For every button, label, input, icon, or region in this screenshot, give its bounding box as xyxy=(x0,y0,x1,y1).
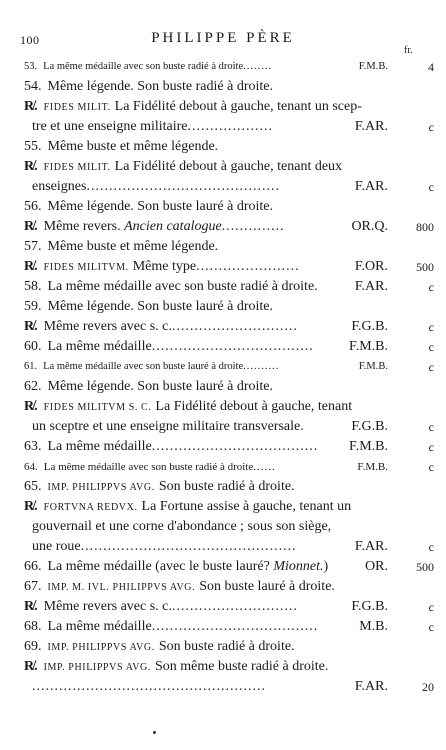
price: c xyxy=(428,120,434,134)
metal-module: F.M.B. xyxy=(349,439,388,454)
description-text: Même légende. Son buste lauré à droite. xyxy=(47,379,273,394)
entry-text xyxy=(24,617,318,637)
reverse-mark: R̸. xyxy=(24,99,38,114)
catalogue-entry xyxy=(0,257,446,277)
entry-line xyxy=(0,57,446,77)
coin-legend: IMP. PHILIPPVS AVG. xyxy=(47,642,155,653)
metal-module: F.M.B. xyxy=(358,61,388,72)
entry-line xyxy=(0,137,446,157)
entry-number: 58. xyxy=(24,279,42,294)
description-text: enseignes xyxy=(32,179,87,194)
entry-line xyxy=(0,417,446,437)
closing-text: ) xyxy=(323,559,329,574)
metal-module: F.AR. xyxy=(354,539,388,554)
entry-line xyxy=(0,157,446,177)
entry-number: 69. xyxy=(24,639,42,654)
reference-text: Mionnet. xyxy=(273,559,324,574)
catalogue-entry xyxy=(0,377,446,397)
entry-number: 56. xyxy=(24,199,42,214)
dot-leader: ..................................... xyxy=(151,439,319,454)
entry-number: 53. xyxy=(24,61,38,72)
description-text: tre et une enseigne militaire xyxy=(32,119,188,134)
catalogue-entry xyxy=(0,577,446,597)
entry-line xyxy=(0,277,446,297)
price: c xyxy=(428,420,434,434)
coin-legend: IMP. M. IVL. PHILIPPVS AVG. xyxy=(47,582,196,593)
description-text: La même médaille avec son buste radié à droite. xyxy=(47,279,318,294)
catalogue-entry xyxy=(0,657,446,697)
entry-number: 68. xyxy=(24,619,42,634)
catalogue-entry xyxy=(0,397,446,437)
catalogue-entry xyxy=(0,357,446,377)
entry-line xyxy=(0,197,446,217)
price: c xyxy=(428,600,434,614)
entry-text xyxy=(24,577,335,598)
entry-number: 64. xyxy=(24,461,38,473)
entry-text xyxy=(24,557,328,577)
description-text: La Fidélité debout à gauche, tenant xyxy=(155,399,353,414)
catalogue-entry xyxy=(0,337,446,357)
description-text: Même légende. Son buste lauré à droite. xyxy=(47,299,273,314)
price: c xyxy=(428,320,434,334)
price: 500 xyxy=(416,260,434,274)
entry-text xyxy=(24,317,298,337)
entry-line xyxy=(0,297,446,317)
entry-text xyxy=(24,157,342,178)
entry-number: 63. xyxy=(24,439,42,454)
description-text: Son buste radié à droite. xyxy=(158,479,295,494)
entry-number: 60. xyxy=(24,339,42,354)
catalogue-entry xyxy=(0,157,446,197)
catalogue-entries xyxy=(0,57,446,697)
entry-number: 54. xyxy=(24,79,42,94)
description-text: Même revers avec s. c. xyxy=(43,319,172,334)
metal-module: F.M.B. xyxy=(357,461,388,473)
entry-text xyxy=(32,417,304,437)
catalogue-entry xyxy=(0,597,446,617)
reverse-mark: R̸. xyxy=(24,159,38,174)
entry-line xyxy=(0,657,446,677)
coin-legend: FORTVNA REDVX. xyxy=(43,502,138,513)
metal-module: F.G.B. xyxy=(351,319,388,334)
metal-module: F.M.B. xyxy=(349,339,388,354)
description-text: La même médaille avec son buste radié à droite xyxy=(43,461,254,473)
dot-leader: ........................................... xyxy=(86,179,280,194)
entry-text xyxy=(24,217,285,237)
entry-number: 61. xyxy=(24,361,38,372)
metal-module: F.AR. xyxy=(354,119,388,134)
catalogue-entry xyxy=(0,457,446,477)
catalogue-entry xyxy=(0,557,446,577)
entry-line xyxy=(0,117,446,137)
entry-line xyxy=(0,257,446,277)
coin-legend: FIDES MILITVM S. C. xyxy=(43,402,152,413)
metal-module: F.AR. xyxy=(354,179,388,194)
entry-line xyxy=(0,377,446,397)
entry-line xyxy=(0,477,446,497)
description-text: gouvernail et une corne d'abondance ; sous son siège, xyxy=(32,519,332,534)
catalogue-entry xyxy=(0,317,446,337)
entry-text xyxy=(24,137,218,157)
entry-line xyxy=(0,397,446,417)
catalogue-entry xyxy=(0,497,446,557)
entry-text xyxy=(24,457,276,477)
catalogue-entry xyxy=(0,217,446,237)
entry-line xyxy=(0,597,446,617)
description-text: Son buste lauré à droite. xyxy=(199,579,335,594)
catalogue-entry xyxy=(0,477,446,497)
dot-leader: ................................................ xyxy=(80,539,297,554)
entry-text xyxy=(24,377,273,397)
entry-text xyxy=(24,77,273,97)
entry-line xyxy=(0,557,446,577)
entry-number: 59. xyxy=(24,299,42,314)
coin-legend: IMP. PHILIPPVS AVG. xyxy=(47,482,155,493)
entry-line xyxy=(0,437,446,457)
entry-text xyxy=(24,357,279,377)
entry-text xyxy=(24,337,314,357)
price: 4 xyxy=(428,60,434,74)
entry-line xyxy=(0,97,446,117)
entry-number: 57. xyxy=(24,239,42,254)
entry-line xyxy=(0,457,446,477)
entry-text xyxy=(24,97,362,118)
reverse-mark: R̸. xyxy=(24,319,38,334)
ink-speck xyxy=(153,731,156,734)
coin-legend: FIDES MILIT. xyxy=(43,162,111,173)
metal-module: F.AR. xyxy=(354,279,388,294)
catalogue-entry xyxy=(0,137,446,157)
entry-line xyxy=(0,497,446,517)
price: c xyxy=(428,280,434,294)
entry-text xyxy=(32,537,297,557)
entry-text xyxy=(24,57,272,77)
entry-line xyxy=(0,177,446,197)
catalogue-entry xyxy=(0,77,446,97)
entry-line xyxy=(0,237,446,257)
entry-text xyxy=(32,177,280,197)
description-text: Son même buste radié à droite. xyxy=(154,659,329,674)
entry-text xyxy=(24,477,295,498)
entry-text xyxy=(32,117,273,137)
entry-line xyxy=(0,537,446,557)
price: c xyxy=(428,440,434,454)
metal-module: F.AR. xyxy=(354,679,388,694)
dot-leader: ..................................... xyxy=(151,619,319,634)
dot-leader: ................... xyxy=(187,119,273,134)
description-text: La Fidélité debout à gauche, tenant un scep- xyxy=(114,99,362,114)
metal-module: F.OR. xyxy=(354,259,388,274)
catalogue-entry xyxy=(0,237,446,257)
entry-text xyxy=(32,677,266,697)
description-text: Même légende. Son buste lauré à droite. xyxy=(47,199,273,214)
dot-leader: ............................ xyxy=(171,319,298,334)
catalogue-entry xyxy=(0,57,446,77)
dot-leader: ........ xyxy=(243,61,273,72)
entry-text xyxy=(24,297,273,317)
metal-module: F.G.B. xyxy=(351,419,388,434)
entry-text xyxy=(24,277,318,297)
price: c xyxy=(428,540,434,554)
reverse-mark: R̸. xyxy=(24,399,38,414)
coin-legend: IMP. PHILIPPVS AVG. xyxy=(43,662,151,673)
reference-text: Ancien catalogue xyxy=(124,219,222,234)
description-text: Même buste et même légende. xyxy=(47,139,219,154)
coin-legend: FIDES MILIT. xyxy=(43,102,111,113)
metal-module: M.B. xyxy=(359,619,388,634)
dot-leader: ............................ xyxy=(171,599,298,614)
running-title: PHILIPPE PÈRE xyxy=(151,30,295,46)
description-text: La même médaille xyxy=(47,619,152,634)
entry-line xyxy=(0,357,446,377)
reverse-mark: R̸. xyxy=(24,219,38,234)
catalogue-entry xyxy=(0,197,446,217)
description-text: Même type xyxy=(132,259,197,274)
coin-legend: FIDES MILITVM. xyxy=(43,262,129,273)
price: c xyxy=(428,360,434,374)
entry-line xyxy=(0,517,446,537)
entry-number: 66. xyxy=(24,559,42,574)
entry-line xyxy=(0,337,446,357)
entry-number: 62. xyxy=(24,379,42,394)
entry-text xyxy=(24,237,218,257)
price: c xyxy=(428,340,434,354)
description-text: une roue xyxy=(32,539,81,554)
description-text: La même médaille xyxy=(47,339,152,354)
entry-line xyxy=(0,577,446,597)
description-text: Même revers. xyxy=(43,219,121,234)
price-column-heading: fr. xyxy=(404,45,413,56)
description-text: La même médaille xyxy=(47,439,152,454)
entry-text xyxy=(24,597,298,617)
entry-text xyxy=(24,437,318,457)
catalogue-entry xyxy=(0,617,446,637)
page-number: 100 xyxy=(20,33,40,47)
entry-line xyxy=(0,637,446,657)
metal-module: F.G.B. xyxy=(351,599,388,614)
catalogue-entry xyxy=(0,637,446,657)
entry-text xyxy=(24,397,352,418)
price: c xyxy=(428,620,434,634)
entry-text xyxy=(24,257,300,278)
entry-line xyxy=(0,677,446,697)
description-text: La Fortune assise à gauche, tenant un xyxy=(141,499,352,514)
description-text: un sceptre et une enseigne militaire transversale. xyxy=(32,419,304,434)
price: 800 xyxy=(416,220,434,234)
description-text: Même revers avec s. c. xyxy=(43,599,172,614)
description-text: La même médaille avec son buste lauré à droite xyxy=(43,361,244,372)
entry-number: 65. xyxy=(24,479,42,494)
description-text: Même légende. Son buste radié à droite. xyxy=(47,79,273,94)
dot-leader: .................................... xyxy=(151,339,314,354)
entry-number: 55. xyxy=(24,139,42,154)
catalogue-entry xyxy=(0,97,446,137)
entry-number: 67. xyxy=(24,579,42,594)
entry-text xyxy=(24,497,351,518)
price: 20 xyxy=(422,680,434,694)
reverse-mark: R̸. xyxy=(24,259,38,274)
reverse-mark: R̸. xyxy=(24,659,38,674)
entry-line xyxy=(0,217,446,237)
dot-leader: ...... xyxy=(253,461,276,473)
description-text: La Fidélité debout à gauche, tenant deux xyxy=(114,159,343,174)
entry-text xyxy=(32,517,331,537)
dot-leader: .......... xyxy=(243,361,280,372)
entry-line xyxy=(0,77,446,97)
entry-text xyxy=(24,637,295,658)
entry-line xyxy=(0,617,446,637)
reverse-mark: R̸. xyxy=(24,599,38,614)
catalogue-entry xyxy=(0,437,446,457)
price: c xyxy=(428,460,434,474)
description-text: Son buste radié à droite. xyxy=(158,639,295,654)
dot-leader: .............. xyxy=(221,219,285,234)
metal-module: OR.Q. xyxy=(351,219,388,234)
price: 500 xyxy=(416,560,434,574)
metal-module: OR. xyxy=(365,559,388,574)
dot-leader: ....................... xyxy=(196,259,300,274)
dot-leader: .................................................... xyxy=(32,679,266,694)
description-text: La même médaille avec son buste radié à droite xyxy=(43,61,244,72)
reverse-mark: R̸. xyxy=(24,499,38,514)
catalogue-entry xyxy=(0,297,446,317)
entry-text xyxy=(24,657,328,678)
entry-text xyxy=(24,197,273,217)
price: c xyxy=(428,180,434,194)
entry-line xyxy=(0,317,446,337)
catalogue-entry xyxy=(0,277,446,297)
metal-module: F.M.B. xyxy=(358,361,388,372)
description-text: Même buste et même légende. xyxy=(47,239,219,254)
description-text: La même médaille (avec le buste lauré? xyxy=(47,559,270,574)
